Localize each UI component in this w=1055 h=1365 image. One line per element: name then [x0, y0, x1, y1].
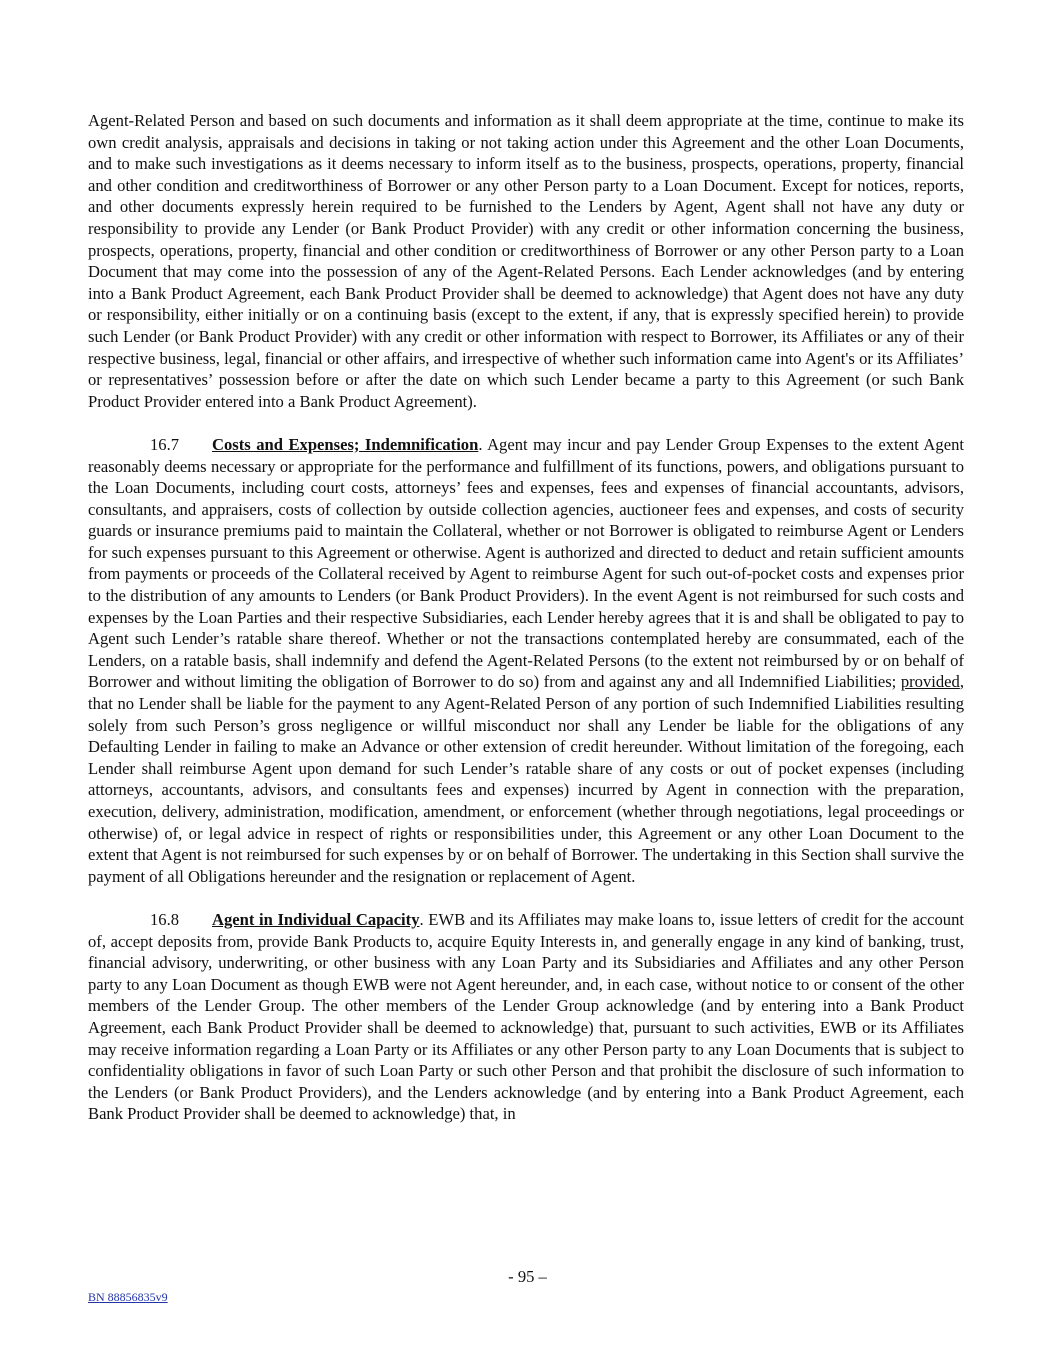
- section-number: 16.8: [150, 909, 180, 929]
- paragraph-continuation: [88, 110, 964, 412]
- section-16-8: [88, 909, 964, 1125]
- section-title: Agent in Individual Capacity: [212, 909, 420, 929]
- section-number: 16.7: [150, 434, 180, 454]
- section-16-7: [88, 434, 964, 887]
- document-body: [88, 110, 964, 1125]
- paragraph-text: Agent-Related Person and based on such documents and information as it shall deem appropriate at the time, continue to make its own credit analysis, appraisals and decisions in taking or not taking action under this Agreement and the other Loan Documents, and to make such investigations as it deems necessary to inform itself as to the business, prospects, operations, property, financial and other condition and creditworthiness of Borrower or any other Person party to a Loan Document. Except for notices, reports, and other documents expressly herein required to be furnished to the Lenders by Agent, Agent shall not have any duty or responsibility to provide any Lender (or Bank Product Provider) with any credit or other information concerning the business, prospects, operations, property, financial and other condition or creditworthiness of Borrower or any other Person party to a Loan Document that may come into the possession of any of the Agent-Related Persons. Each Lender acknowledges (and by entering into a Bank Product Agreement, each Bank Product Provider shall be deemed to acknowledge) that Agent does not have any duty or responsibility, either initially or on a continuing basis (except to the extent, if any, that is expressly specified herein) to provide such Lender (or Bank Product Provider) with any credit or other information with respect to Borrower, its Affiliates or any of their respective business, legal, financial or other affairs, and irrespective of whether such information came into Agent's or its Affiliates’ or representatives’ possession before or after the date on which such Lender became a party to this Agreement (or such Bank Product Provider entered into a Bank Product Agreement).: [88, 111, 964, 411]
- section-text: . EWB and its Affiliates may make loans to, issue letters of credit for the account of, accept deposits from, provide Bank Products to, acquire Equity Interests in, and generally engage in any kind of banking, trust, financial advisory, underwriting, or other business with any Loan Party and its Subsidiaries and Affiliates and any other Person party to any Loan Document as though EWB were not Agent hereunder, and, in each case, without notice to or consent of the other members of the Lender Group. The other members of the Lender Group acknowledge (and by entering into a Bank Product Agreement, each Bank Product Provider shall be deemed to acknowledge) that, pursuant to such activities, EWB or its Affiliates may receive information regarding a Loan Party or its Affiliates or any other Person party to any Loan Documents that is subject to confidentiality obligations in favor of such Loan Party or such other Person and that prohibit the disclosure of such information to the Lenders (or Bank Product Providers), and the Lenders acknowledge (and by entering into a Bank Product Agreement, each Bank Product Provider shall be deemed to acknowledge) that, in: [88, 909, 964, 1124]
- section-text: , that no Lender shall be liable for the payment to any Agent-Related Person of any portion of such Indemnified Liabilities resulting solely from such Person’s gross negligence or willful misconduct nor shall any Lender be liable for the obligations of any Defaulting Lender in failing to make an Advance or other extension of credit hereunder. Without limitation of the foregoing, each Lender shall reimburse Agent upon demand for such Lender’s ratable share of any costs or out of pocket expenses (including attorneys, accountants, advisors, and consultants fees and expenses) incurred by Agent in connection with the preparation, execution, delivery, administration, modification, amendment, or enforcement (whether through negotiations, legal proceedings or otherwise) of, or legal advice in respect of rights or responsibilities under, this Agreement or any other Loan Document to the extent that Agent is not reimbursed for such expenses by or on behalf of Borrower. The undertaking in this Section shall survive the payment of all Obligations hereunder and the resignation or replacement of Agent.: [88, 672, 964, 886]
- document-id-link[interactable]: BN 88856835v9: [88, 1290, 168, 1304]
- section-title: Costs and Expenses; Indemnification: [212, 434, 479, 454]
- provided-term: provided: [900, 672, 960, 692]
- page-number: - 95 –: [508, 1267, 547, 1286]
- section-text: . Agent may incur and pay Lender Group Expenses to the extent Agent reasonably deems necessary or appropriate for the performance and fulfillment of its functions, powers, and obligations pursuant to the Loan Documents, including court costs, attorneys’ fees and expenses, fees and expenses of financial accountants, advisors, consultants, and appraisers, costs of collection by outside collection agencies, auctioneer fees and expenses, and costs of security guards or insurance premiums paid to maintain the Collateral, whether or not Borrower is obligated to reimburse Agent or Lenders for such expenses pursuant to this Agreement or otherwise. Agent is authorized and directed to deduct and retain sufficient amounts from payments or proceeds of the Collateral received by Agent to reimburse Agent for such out-of-pocket costs and expenses prior to the distribution of any amounts to Lenders (or Bank Product Providers). In the event Agent is not reimbursed for such costs and expenses by the Loan Parties and their respective Subsidiaries, each Lender hereby agrees that it is and shall be obligated to pay to Agent such Lender’s ratable share thereof. Whether or not the transactions contemplated hereby are consummated, each of the Lenders, on a ratable basis, shall indemnify and defend the Agent-Related Persons (to the extent not reimbursed by or on behalf of Borrower and without limiting the obligation of Borrower to do so) from and against any and all Indemnified Liabilities;: [88, 434, 964, 692]
